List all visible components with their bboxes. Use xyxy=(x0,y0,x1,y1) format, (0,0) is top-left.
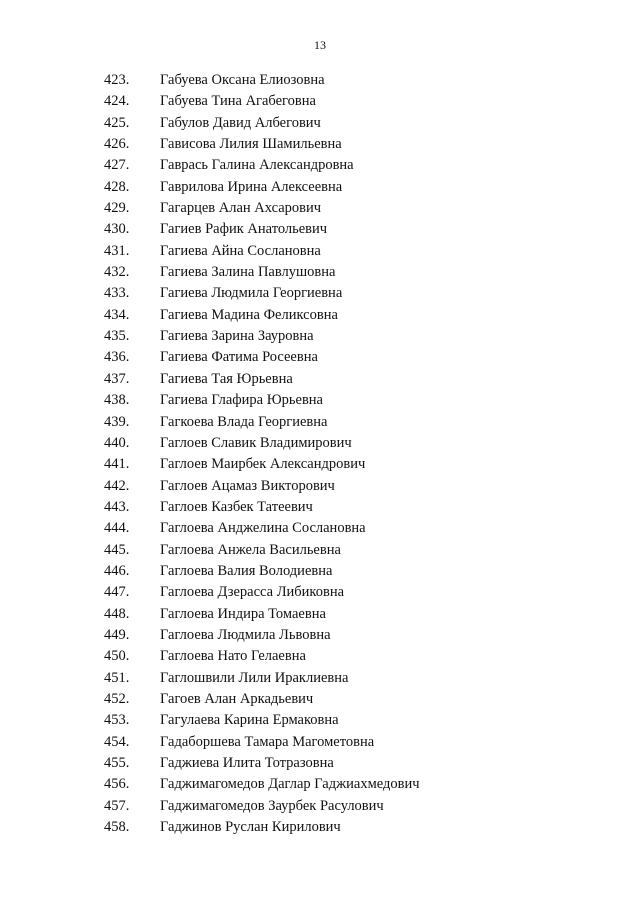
entry-name: Гаглошвили Лили Ираклиевна xyxy=(160,669,349,686)
entry-number: 451. xyxy=(104,669,130,686)
entry-name: Гаглоева Дзерасса Либиковна xyxy=(160,584,345,601)
entry-name: Гаврась Галина Александровна xyxy=(160,157,354,174)
entry-name: Габуева Тина Агабеговна xyxy=(160,93,316,110)
entry-number: 453. xyxy=(104,712,130,729)
entry-number: 443. xyxy=(104,498,130,515)
entry-name: Гагиева Зарина Зауровна xyxy=(160,328,314,345)
entry-name: Гаврилова Ирина Алексеевна xyxy=(160,178,343,195)
entry-name: Габулов Давид Албегович xyxy=(160,114,321,131)
entry-number: 457. xyxy=(104,797,130,814)
entry-name: Гаглоева Анжела Васильевна xyxy=(160,541,341,558)
entry-number: 426. xyxy=(104,136,130,153)
entry-name: Гагкоева Влада Георгиевна xyxy=(160,413,328,430)
entry-number: 430. xyxy=(104,221,130,238)
entry-number: 445. xyxy=(104,541,130,558)
entry-name: Габуева Оксана Елиозовна xyxy=(160,72,325,88)
entry-number: 429. xyxy=(104,200,130,217)
entry-name: Гагиева Фатима Росеевна xyxy=(160,349,318,366)
entry-number: 456. xyxy=(104,776,130,793)
entry-name: Гагиева Людмила Георгиевна xyxy=(160,285,343,302)
entry-number: 450. xyxy=(104,648,130,665)
entry-number: 446. xyxy=(104,562,130,579)
entry-name: Гаглоева Нато Гелаевна xyxy=(160,648,306,665)
entry-name: Гаглоев Ацамаз Викторович xyxy=(160,477,335,494)
entry-name: Гаглоев Казбек Татеевич xyxy=(160,498,313,515)
entry-name: Гагарцев Алан Ахсарович xyxy=(160,200,322,217)
entry-number: 437. xyxy=(104,370,130,387)
entry-number: 448. xyxy=(104,605,130,622)
page-number: 13 xyxy=(314,38,326,52)
entry-name: Гаглоев Маирбек Александрович xyxy=(160,456,366,473)
entry-name: Гаджинов Руслан Кирилович xyxy=(160,819,341,836)
entry-name: Гагулаева Карина Ермаковна xyxy=(160,712,339,729)
entry-name: Гаглоева Людмила Львовна xyxy=(160,626,331,643)
entry-name: Гаглоева Анджелина Сослановна xyxy=(160,520,366,537)
entry-number: 442. xyxy=(104,477,130,494)
entry-number: 423. xyxy=(104,72,130,88)
entry-name: Гагиев Рафик Анатольевич xyxy=(160,221,328,238)
entry-number: 458. xyxy=(104,819,130,836)
entry-name: Гагиева Тая Юрьевна xyxy=(160,370,293,387)
entry-name: Гагиева Глафира Юрьевна xyxy=(160,392,323,409)
entry-name: Гаджимагомедов Даглар Гаджиахмедович xyxy=(160,776,420,793)
entry-number: 431. xyxy=(104,242,130,259)
entry-number: 432. xyxy=(104,264,130,281)
entry-number: 440. xyxy=(104,434,130,451)
entry-number: 427. xyxy=(104,157,130,174)
entry-number: 439. xyxy=(104,413,130,430)
entry-name: Гависова Лилия Шамильевна xyxy=(160,136,342,153)
entry-number: 447. xyxy=(104,584,130,601)
entry-name: Гаглоева Индира Томаевна xyxy=(160,605,326,622)
entry-number: 449. xyxy=(104,626,130,643)
entry-number: 435. xyxy=(104,328,130,345)
entry-number: 434. xyxy=(104,306,130,323)
entry-name: Гагиева Залина Павлушовна xyxy=(160,264,336,281)
entry-name: Гаджиева Илита Тотразовна xyxy=(160,755,334,771)
entry-number: 436. xyxy=(104,349,130,366)
entry-number: 424. xyxy=(104,93,130,110)
entry-number: 444. xyxy=(104,520,130,537)
entry-number: 425. xyxy=(104,114,130,131)
entry-name: Гаглоева Валия Володиевна xyxy=(160,562,333,579)
entry-number: 452. xyxy=(104,690,130,707)
entry-name: Гадаборшева Тамара Магометовна xyxy=(160,733,375,750)
entry-name: Гагиева Айна Сослановна xyxy=(160,242,321,259)
entry-number: 441. xyxy=(104,456,130,473)
entry-number: 454. xyxy=(104,733,130,750)
entry-name: Гаглоев Славик Владимирович xyxy=(160,434,352,451)
entry-name: Гаджимагомедов Заурбек Расулович xyxy=(160,797,384,814)
entry-number: 433. xyxy=(104,285,130,302)
entry-name: Гагоев Алан Аркадьевич xyxy=(160,690,314,707)
entry-number: 455. xyxy=(104,755,130,771)
entry-name: Гагиева Мадина Феликсовна xyxy=(160,306,338,323)
entry-number: 428. xyxy=(104,178,130,195)
entry-number: 438. xyxy=(104,392,130,409)
